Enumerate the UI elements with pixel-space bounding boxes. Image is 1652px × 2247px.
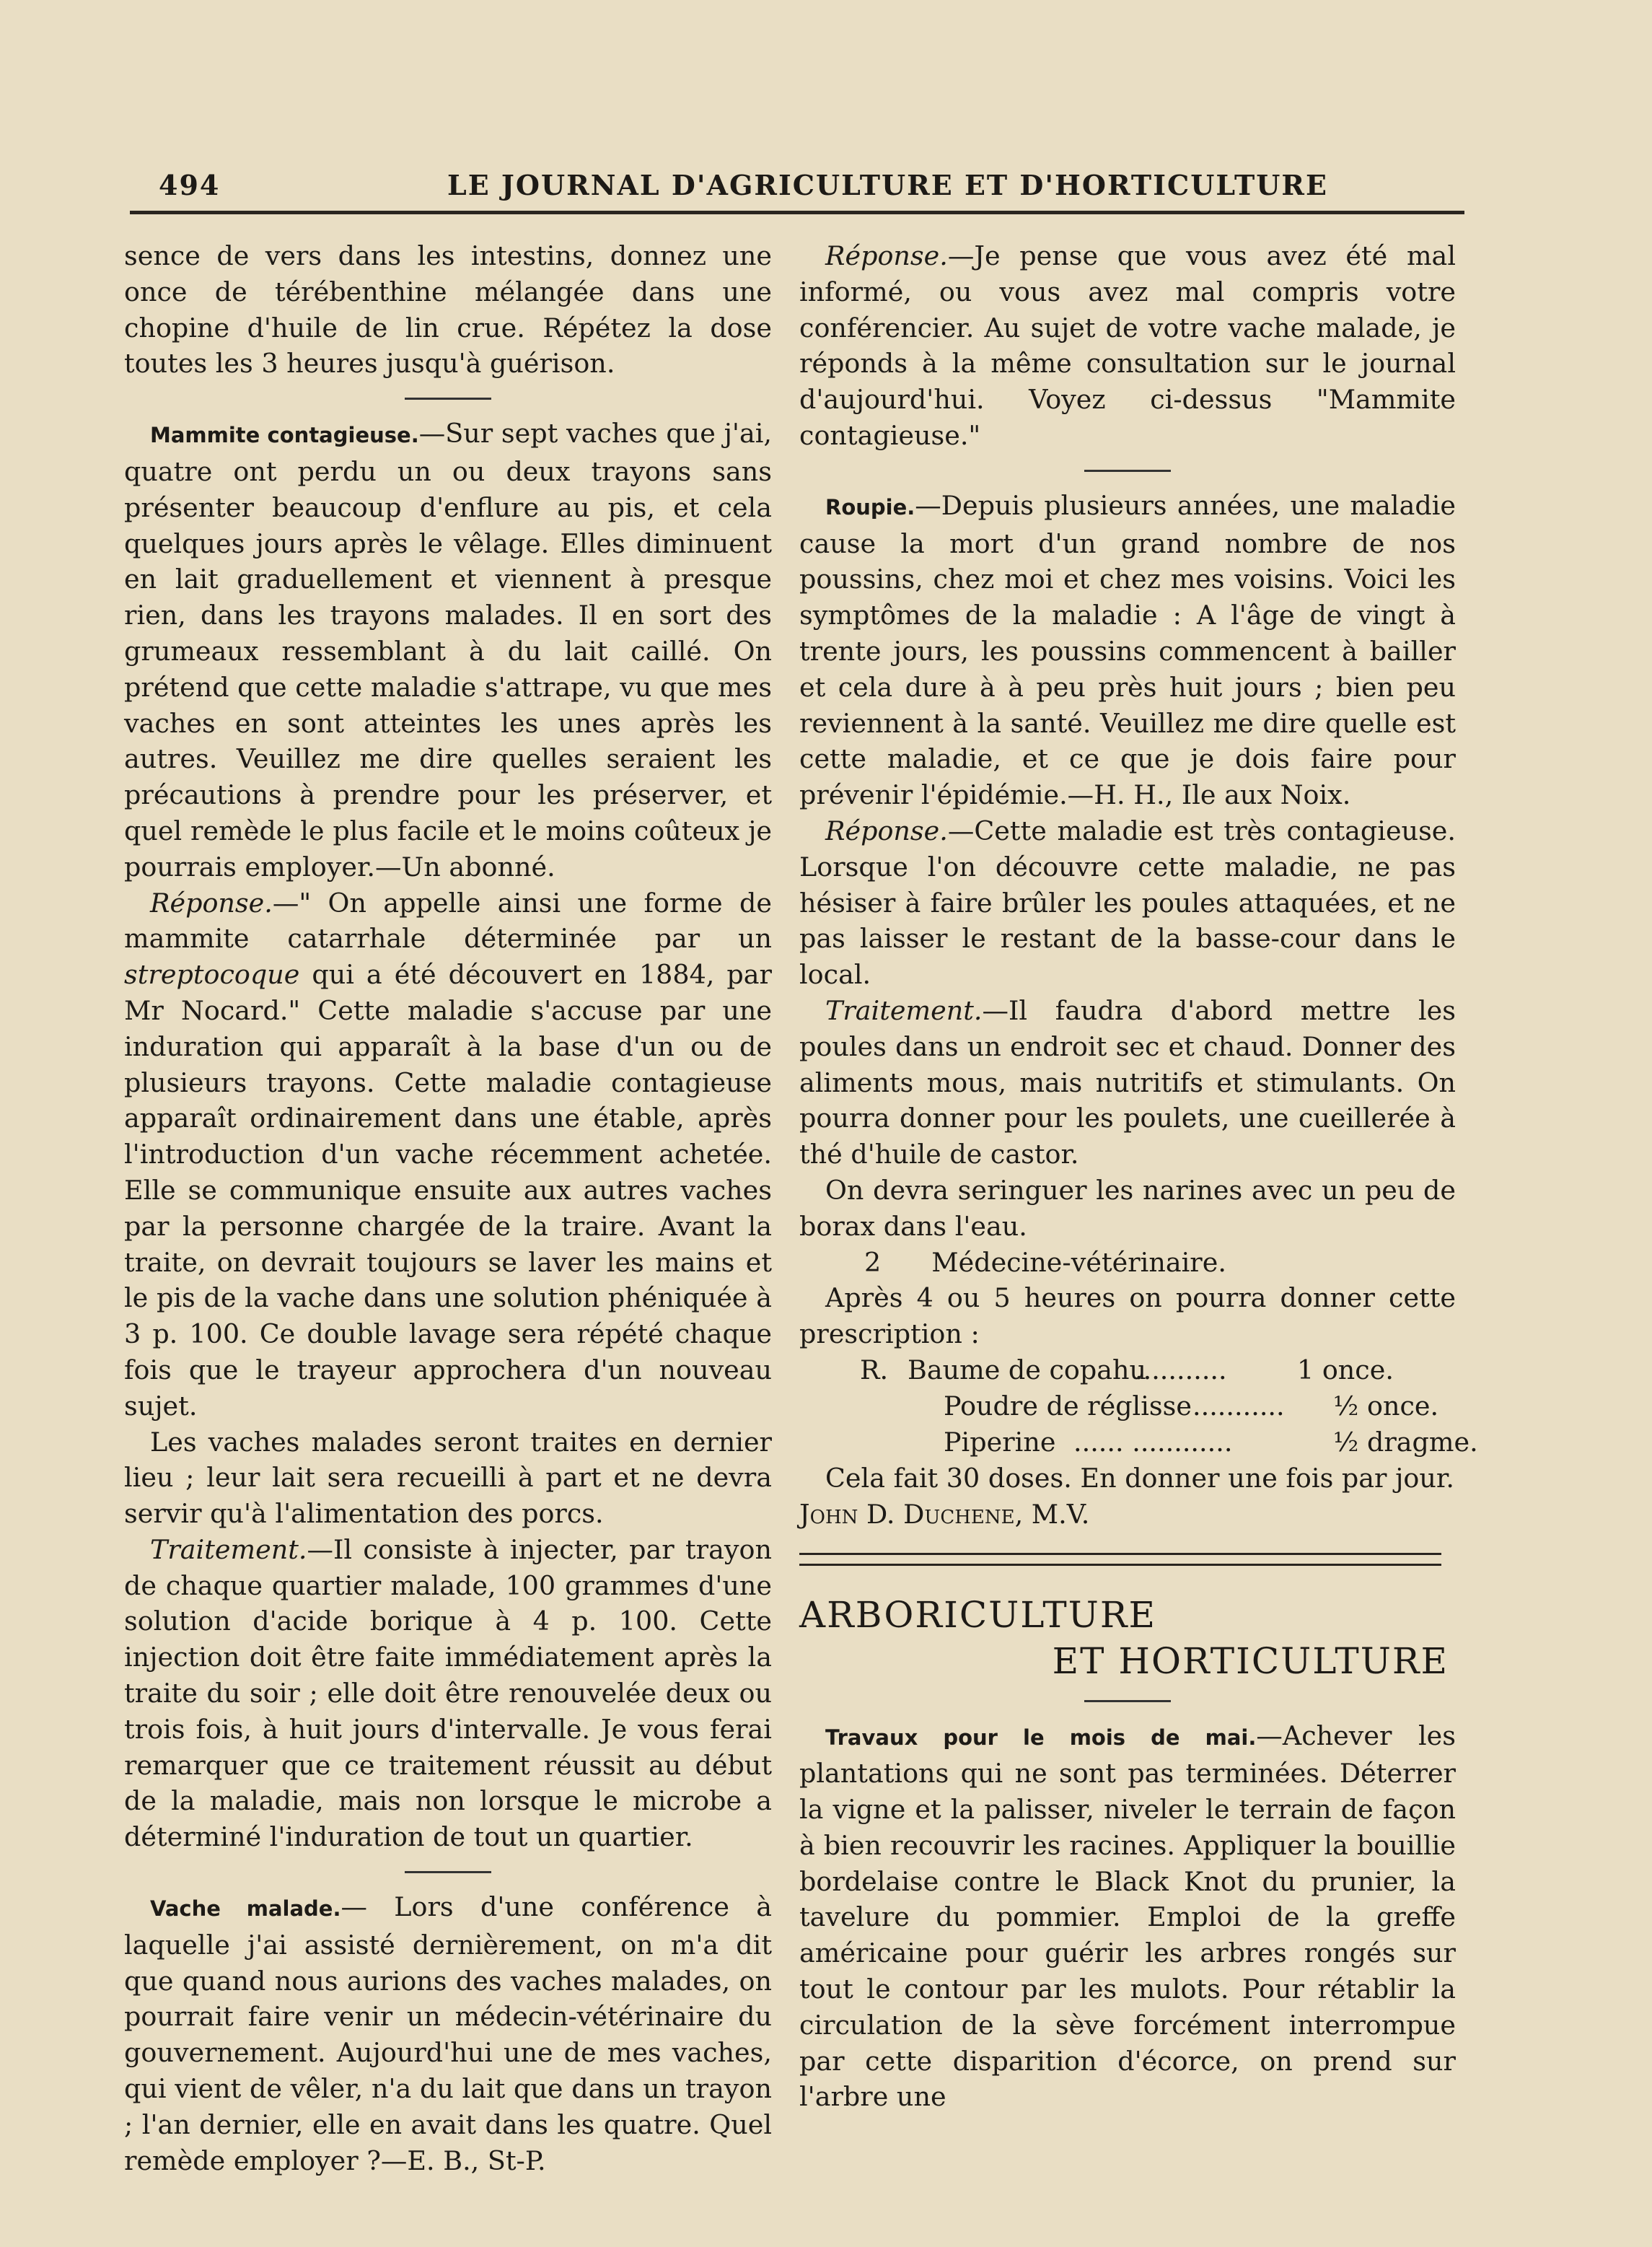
rx-item: Poudre de réglisse [944, 1390, 1192, 1422]
mammite-question [124, 416, 772, 885]
separator [405, 398, 491, 400]
page-number: 494 [159, 169, 221, 201]
rx-item: Baume de copahu [908, 1354, 1147, 1385]
mammite-dernier: Les vaches malades seront traites en dernier lieu ; leur lait sera recueilli à part et ne devra servir qu'à l'alimentation des porcs. [124, 1426, 772, 1530]
mammite-reponse-b: qui a été découvert en 1884, par Mr Nocard." Cette maladie s'accuse par une induration qui apparaît à la base d'un ou de plusieurs trayons. Cette maladie contagieuse apparaît ordinairement dans une étable, après l'introduction d'un vache récemment achetée. Elle se communique ensuite aux autres vaches par la personne chargée de la traire. Avant la traite, on devrait toujours se laver les mains et le pis de la vache dans une solution phéniquée à 3 p. 100. Ce double lavage sera répété chaque fois que le trayeur approchera d'un nouveau sujet. [124, 959, 772, 1422]
rx-dots: ........... [1135, 1354, 1227, 1385]
left-column [124, 238, 772, 2178]
right-column [799, 238, 1478, 2115]
roupie-reponse [799, 813, 1456, 993]
vache-question [124, 1889, 772, 2178]
travaux-paragraph [799, 1718, 1456, 2116]
roupie-traitement-text: —Il faudra d'abord mettre les poules dans un endroit sec et chaud. Donner des aliments mous, mais nutritifs et stimulants. On pourra donner pour les poulets, une cueillerée à thé d'huile de castor. [799, 994, 1456, 1170]
cela-paragraph: Cela fait 30 doses. En donner une fois par jour. [825, 1462, 1454, 1494]
rx-item: Piperine [944, 1426, 1056, 1458]
separator [405, 1871, 491, 1873]
prescription-row [799, 1352, 1456, 1388]
borax-paragraph: On devra seringuer les narines avec un peu de borax dans l'eau. [799, 1174, 1456, 1242]
roupie-question [799, 488, 1456, 813]
traitement-label: Traitement. [150, 1533, 307, 1565]
reponse-label: Réponse. [150, 887, 273, 919]
rx-dose: ½ once. [1333, 1390, 1439, 1422]
reponse-label: Réponse. [825, 240, 948, 271]
mammite-question-text: —Sur sept vaches que j'ai, quatre ont perdu un ou deux trayons sans présenter beaucoup d'enflure au pis, et cela quelques jours après le vêlage. Elles diminuent en lait graduellement et viennent à presque rien, dans les trayons malades. Il en sort des grumeaux ressemblant à du lait caillé. On prétend que cette maladie s'attrape, vu que mes vaches en sont atteintes les unes après les autres. Veuillez me dire quelles seraient les précautions à prendre pour les préserver, et quel remède le plus facile et le moins coûteux je pourrais employer.—Un abonné. [124, 418, 772, 882]
vache-reponse-text: —Je pense que vous avez été mal informé, ou vous avez mal compris votre conférencier. Au sujet de votre vache malade, je réponds à la même consultation sur le journal d'aujourd'hui. Voyez ci-dessus "Mammite contagieuse." [799, 240, 1456, 451]
journal-title: LE JOURNAL D'AGRICULTURE ET D'HORTICULTURE [447, 169, 1328, 201]
medecine-number: 2 [864, 1246, 882, 1278]
vache-reponse [799, 238, 1456, 454]
rx-dose: 1 once. [1297, 1354, 1394, 1385]
mammite-reponse-a: —" On appelle ainsi une forme de mammite catarrhale déterminée par un [124, 887, 772, 955]
header-rule [130, 211, 1464, 214]
rx-dots: ...... ............ [1073, 1426, 1233, 1458]
signature: John D. Duchene, M.V. [799, 1498, 1090, 1530]
prescription-row [799, 1388, 1456, 1424]
section-title [799, 1592, 1456, 1684]
section-double-rule [799, 1553, 1441, 1566]
medecine-label: Médecine-vétérinaire. [931, 1246, 1226, 1278]
vache-heading: Vache malade. [150, 1896, 341, 1922]
roupie-heading: Roupie. [825, 494, 915, 520]
section-title-line2: ET HORTICULTURE [1052, 1639, 1449, 1682]
separator [1084, 470, 1171, 472]
roupie-reponse-text: —Cette maladie est très contagieuse. Lorsque l'on découvre cette maladie, ne pas hésiser à faire brûler les poules attaquées, et ne pas laisser le restant de la basse-cour dans le local. [799, 815, 1456, 991]
roupie-question-text: —Depuis plusieurs années, une maladie cause la mort d'un grand nombre de nos poussins, chez moi et chez mes voisins. Voici les symptômes de la maladie : A l'âge de vingt à trente jours, les poussins commencent à bailler et cela dure à à peu près huit jours ; bien peu reviennent à la santé. Veuillez me dire quelle est cette maladie, et ce que je dois faire pour prévenir l'épidémie.—H. H., Ile aux Noix. [799, 489, 1456, 811]
reponse-label: Réponse. [825, 815, 948, 846]
mammite-traitement-text: —Il consiste à injecter, par trayon de chaque quartier malade, 100 grammes d'une solution d'acide borique à 4 p. 100. Cette injection doit être faite immédiatement après la traite du soir ; elle doit être renouvelée deux ou trois fois, à huit jours d'intervalle. Je vous ferai remarquer que ce traitement réussit au début de la maladie, mais non lorsque le microbe a déterminé l'induration de tout un quartier. [124, 1533, 772, 1853]
roupie-traitement [799, 993, 1456, 1173]
mammite-heading: Mammite contagieuse. [150, 423, 419, 448]
mammite-traitement [124, 1532, 772, 1855]
section-title-line1: ARBORICULTURE [799, 1593, 1156, 1636]
intro-paragraph: sence de vers dans les intestins, donnez une once de térébenthine mélangée dans une chopine d'huile de lin crue. Répétez la dose toutes les 3 heures jusqu'à guérison. [124, 240, 772, 380]
travaux-text: —Achever les plantations qui ne sont pas terminées. Déterrer la vigne et la palisser, niveler le terrain de façon à bien recouvrir les racines. Appliquer la bouillie bordelaise contre le Black Knot du prunier, la tavelure du pommier. Emploi de la greffe américaine pour guérir les arbres rongés sur tout le contour par les mulots. Pour rétablir la circulation de la sève forcément interrompue par cette disparition d'écorce, on prend sur l'arbre une [799, 1720, 1456, 2113]
page-header [144, 163, 1464, 206]
vache-question-text: — Lors d'une conférence à laquelle j'ai assisté dernièrement, on m'a dit que quand nous aurions des vaches malades, on pourrait faire venir un médecin-vétérinaire du gouvernement. Aujourd'hui une de mes vaches, qui vient de vêler, n'a du lait que dans un trayon ; l'an dernier, elle en avait dans les quatre. Quel remède employer ?—E. B., St-P. [124, 1891, 772, 2176]
traitement-label: Traitement. [825, 994, 983, 1026]
rx-dose: ½ dragme. [1333, 1426, 1478, 1458]
rx-prefix: R. [860, 1354, 889, 1385]
streptocoque-term: streptocoque [124, 959, 300, 991]
prescription [799, 1352, 1478, 1460]
apres-paragraph: Après 4 ou 5 heures on pourra donner cette prescription : [799, 1282, 1456, 1350]
rx-dots: ........... [1192, 1390, 1285, 1422]
prescription-row [799, 1424, 1478, 1460]
travaux-heading: Travaux pour le mois de mai. [825, 1725, 1257, 1750]
mammite-reponse [124, 885, 772, 1424]
separator [1084, 1700, 1171, 1702]
medecine-line [799, 1245, 1456, 1281]
